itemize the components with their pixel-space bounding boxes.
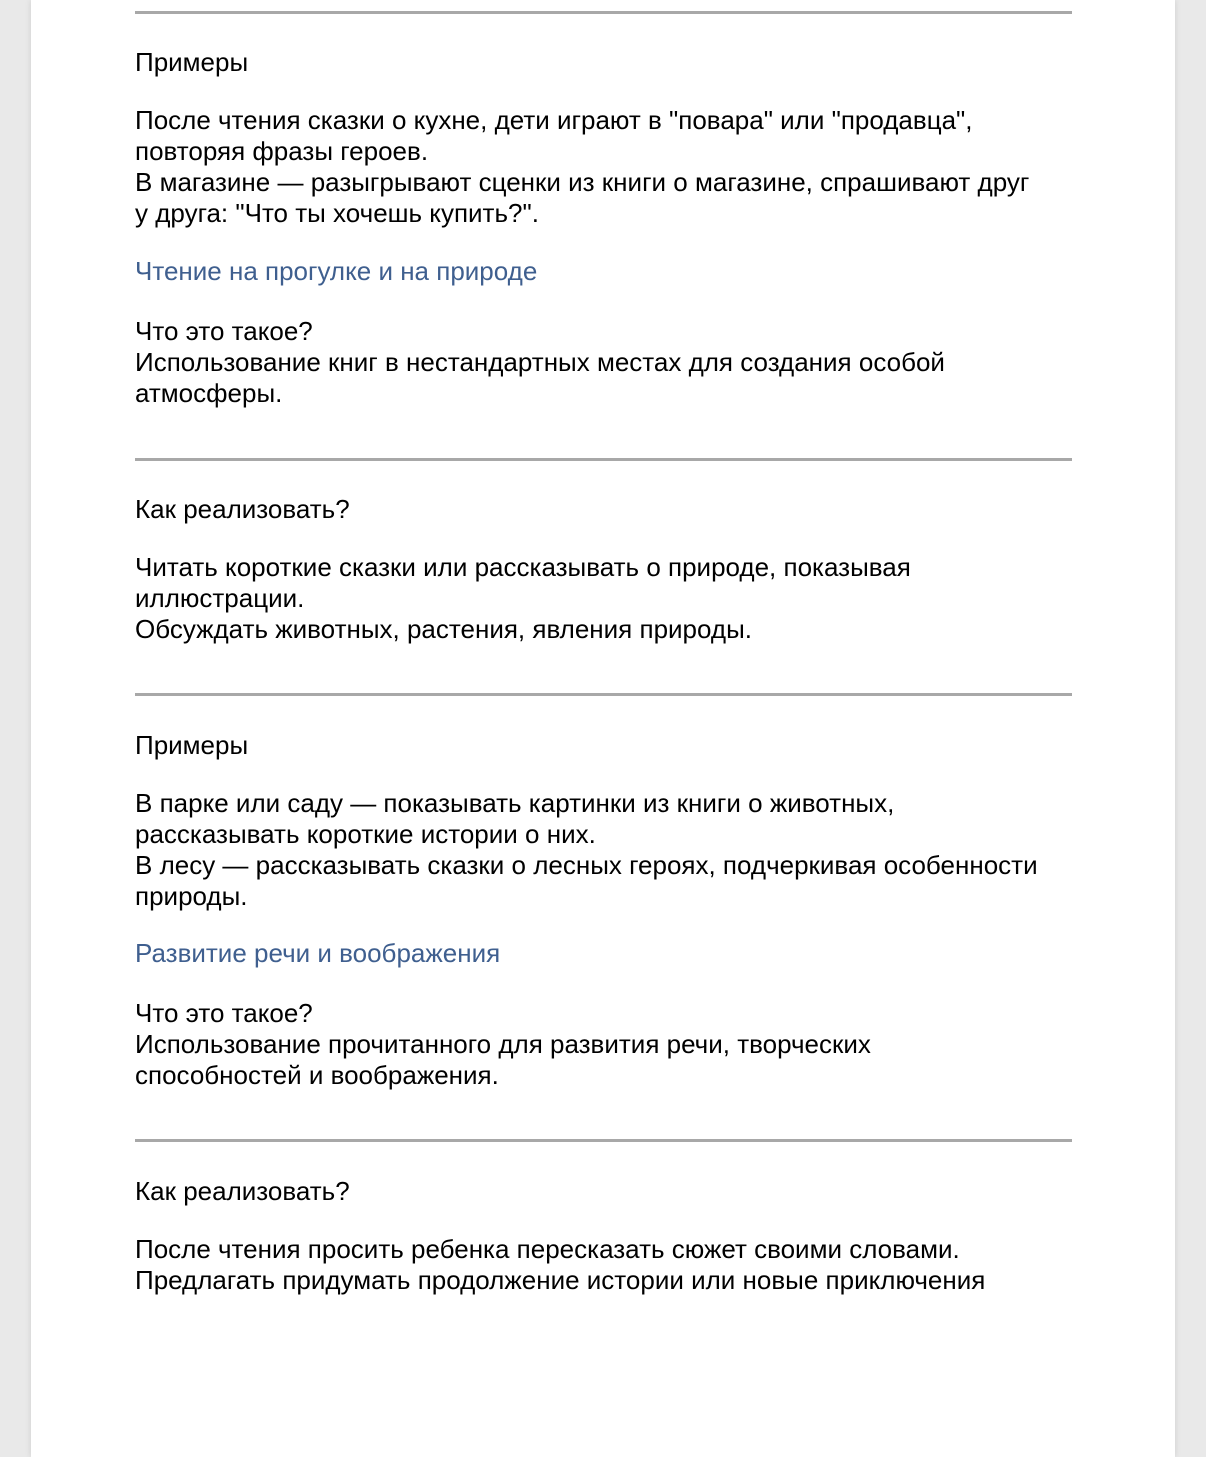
- how-to-label: Как реализовать?: [135, 494, 350, 524]
- how-to-label: Как реализовать?: [135, 1176, 350, 1206]
- divider: [135, 693, 1072, 696]
- divider: [135, 458, 1072, 461]
- divider-top: [135, 11, 1072, 14]
- section-heading-walk-reading: Чтение на прогулке и на природе: [135, 256, 538, 286]
- how-to-text: После чтения просить ребенка пересказать сюжет своими словами. Предлагать придумать продолжение истории или новые приключения: [135, 1234, 986, 1295]
- examples-label: Примеры: [135, 730, 249, 760]
- examples-label: Примеры: [135, 47, 249, 77]
- how-to-text: Читать короткие сказки или рассказывать о природе, показывая иллюстрации. Обсуждать животных, растения, явления природы.: [135, 552, 911, 644]
- section-heading-speech-development: Развитие речи и воображения: [135, 938, 501, 968]
- what-is-it-text: Что это такое? Использование прочитанного для развития речи, творческих способностей и воображения.: [135, 998, 871, 1090]
- examples-text: В парке или саду — показывать картинки из книги о животных, рассказывать короткие истории о них. В лесу — рассказывать сказки о лесных героях, подчеркивая особенности природы.: [135, 788, 1038, 911]
- document-page: [31, 0, 1175, 1457]
- what-is-it-text: Что это такое? Использование книг в нестандартных местах для создания особой атмосферы.: [135, 316, 945, 408]
- divider: [135, 1139, 1072, 1142]
- examples-text: После чтения сказки о кухне, дети играют в "повара" или "продавца", повторяя фразы героев. В магазине — разыгрывают сценки из книги о магазине, спрашивают друг у друга: "Что ты хочешь купить?".: [135, 105, 1030, 228]
